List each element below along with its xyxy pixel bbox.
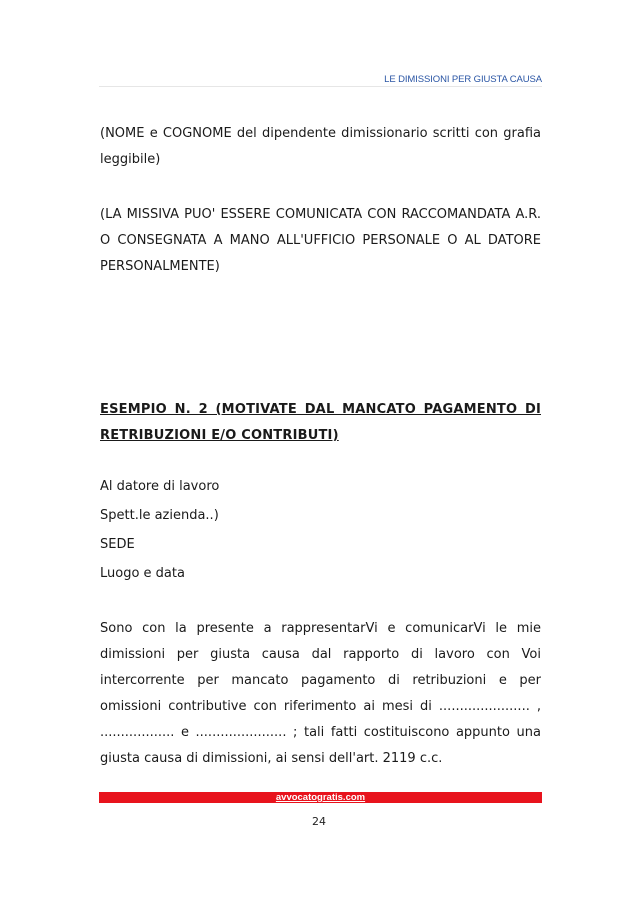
running-header-title: LE DIMISSIONI PER GIUSTA CAUSA <box>384 74 542 85</box>
page-number: 24 <box>312 815 326 828</box>
place-date-line: Luogo e data <box>100 566 185 581</box>
delivery-instruction-note: (LA MISSIVA PUO' ESSERE COMUNICATA CON RACCOMANDATA A.R. O CONSEGNATA A MANO ALL'UFFICIO PERSONALE O AL DATORE PERSONALMENTE) <box>100 207 541 274</box>
footer-site-link[interactable]: avvocatogratis.com <box>275 792 366 803</box>
name-instruction-note: (NOME e COGNOME del dipendente dimissionario scritti con grafia leggibile) <box>100 126 541 167</box>
office-line: SEDE <box>100 537 135 552</box>
footer-bar <box>99 792 542 803</box>
letter-paragraph: Sono con la presente a rappresentarVi e comunicarVi le mie dimissioni per giusta causa dal rapporto di lavoro con Voi intercorrente per mancato pagamento di retribuzioni e per omissioni contributive con riferimento ai mesi di ...................... , .................. e ...................... ; tali fatti costituiscono appunto una giusta causa di dimissioni, ai sensi dell'art. 2119 c.c. <box>100 621 541 766</box>
example-heading: ESEMPIO N. 2 (MOTIVATE DAL MANCATO PAGAMENTO DI RETRIBUZIONI E/O CONTRIBUTI) <box>100 402 541 443</box>
company-line: Spett.le azienda..) <box>100 508 219 523</box>
header-divider <box>99 86 542 87</box>
recipient-line: Al datore di lavoro <box>100 479 220 494</box>
